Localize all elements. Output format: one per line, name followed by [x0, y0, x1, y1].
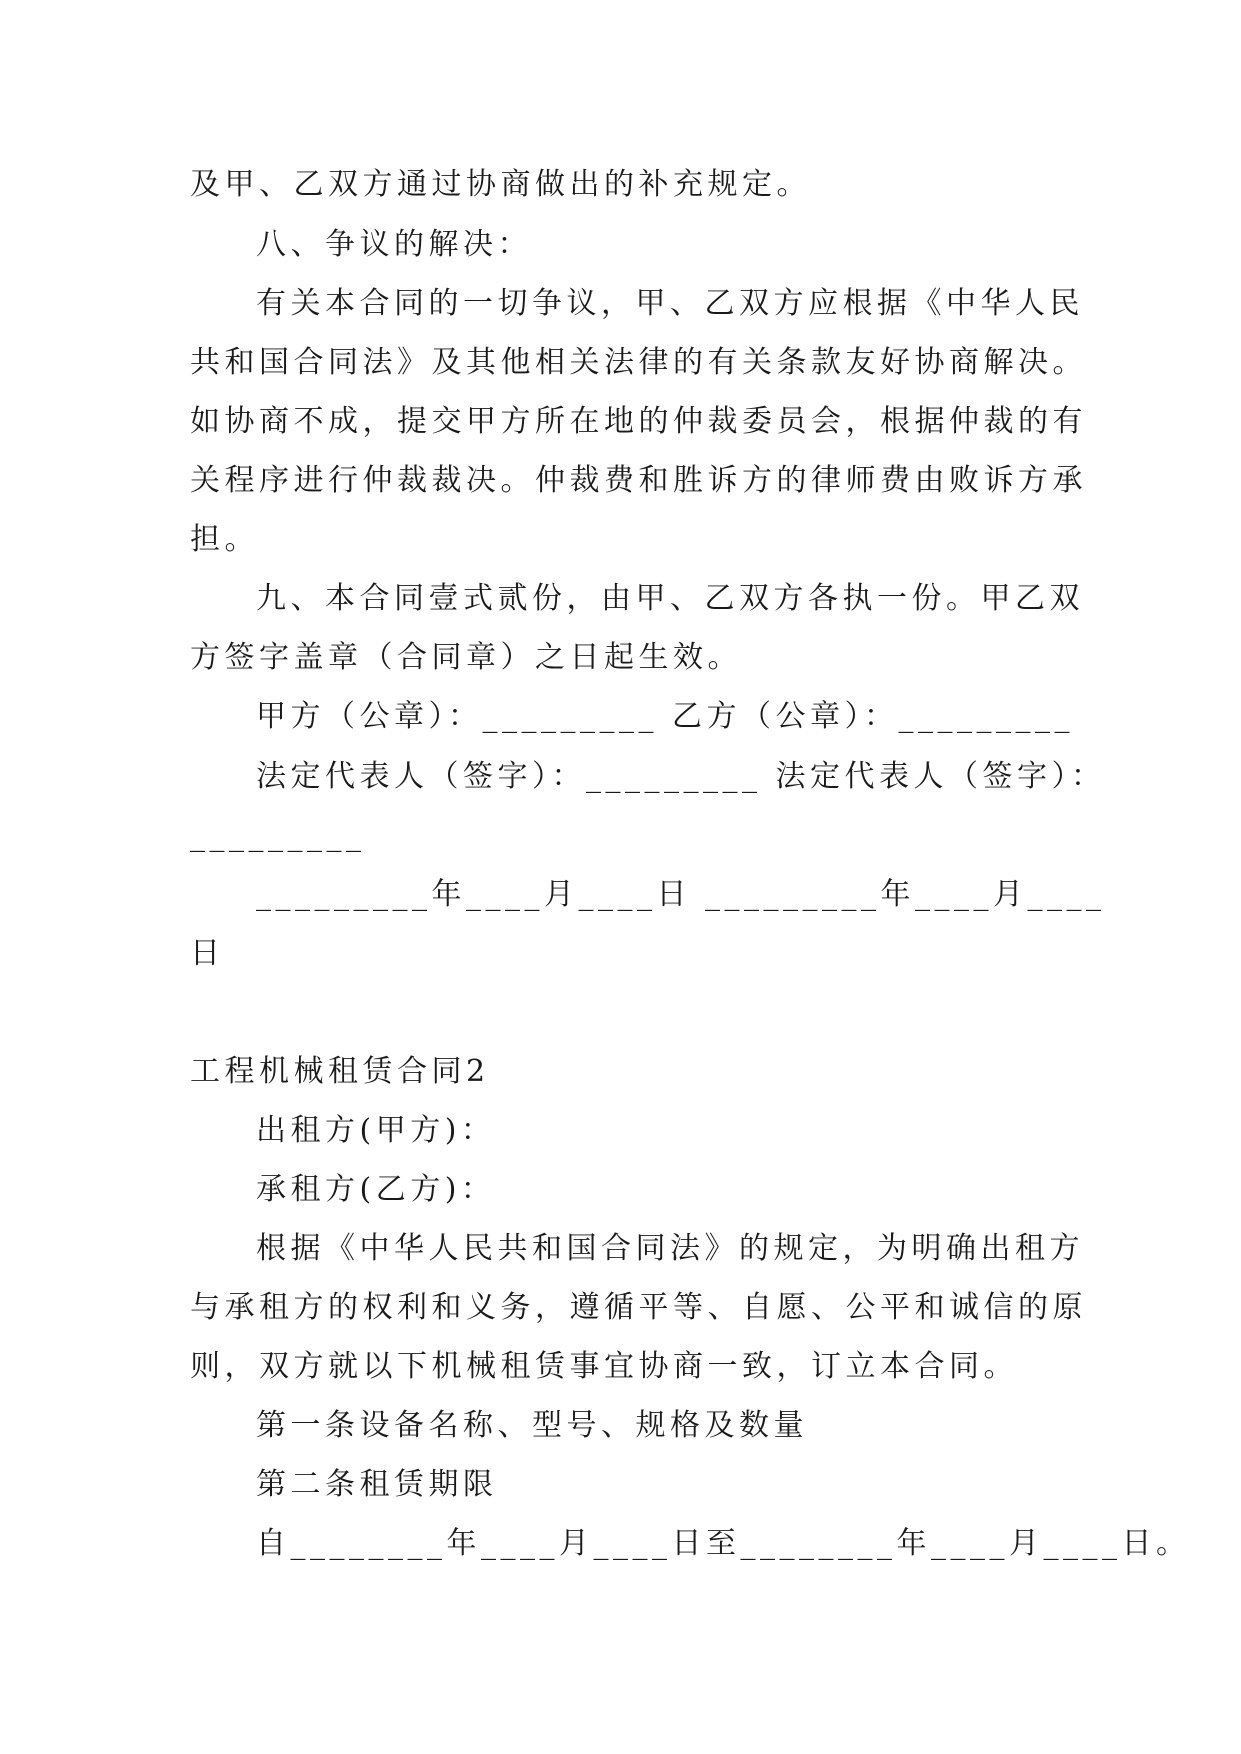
lessor-line: 出租方(甲方)： [256, 1113, 496, 1148]
section-heading-9: 九、本合同壹式贰份，由甲、乙双方各执一份。甲乙双 [256, 581, 1084, 616]
paragraph-line: 则，双方就以下机械租赁事宜协商一致，订立本合同。 [190, 1349, 1018, 1384]
paragraph-line: 有关本合同的一切争议，甲、乙双方应根据《中华人民 [256, 286, 1084, 321]
signature-blank: _________ [190, 818, 366, 853]
article-1-heading: 第一条设备名称、型号、规格及数量 [256, 1408, 808, 1443]
paragraph-line: 如协商不成，提交甲方所在地的仲裁委员会，根据仲裁的有 [190, 404, 1087, 439]
paragraph-line: 共和国合同法》及其他相关法律的有关条款友好协商解决。 [190, 345, 1087, 380]
article-2-heading: 第二条租赁期限 [256, 1467, 498, 1502]
paragraph-line: 方签字盖章（合同章）之日起生效。 [190, 640, 742, 675]
date-line: _________年____月____日 _________年____月____ [256, 877, 1106, 912]
paragraph-line: 关程序进行仲裁裁决。仲裁费和胜诉方的律师费由败诉方承 [190, 463, 1087, 498]
paragraph-line: 根据《中华人民共和国合同法》的规定，为明确出租方 [256, 1231, 1084, 1266]
signature-representative-line: 法定代表人（签字）：_________ 法定代表人（签字）： [256, 759, 1106, 794]
signature-seal-line: 甲方（公章）：_________ 乙方（公章）：_________ [256, 699, 1075, 734]
lessee-line: 承租方(乙方)： [256, 1172, 496, 1207]
paragraph-line: 及甲、乙双方通过协商做出的补充规定。 [190, 167, 811, 202]
date-line-end: 日 [190, 936, 225, 971]
section-heading-8: 八、争议的解决： [256, 227, 532, 262]
paragraph-line: 担。 [190, 522, 259, 557]
paragraph-line: 与承租方的权利和义务，遵循平等、自愿、公平和诚信的原 [190, 1290, 1087, 1325]
lease-period-line: 自________年____月____日至________年____月____日。 [256, 1526, 1191, 1561]
contract-title: 工程机械租赁合同2 [190, 1054, 490, 1089]
